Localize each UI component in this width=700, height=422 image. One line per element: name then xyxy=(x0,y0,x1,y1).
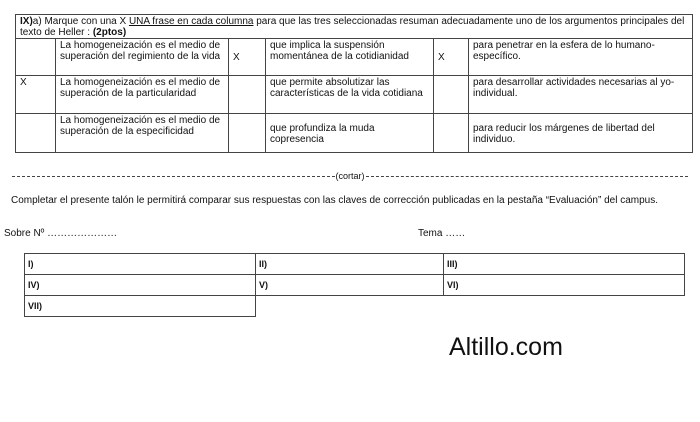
option-text: que permite absolutizar las características de la vida cotidiana xyxy=(266,76,434,114)
cut-dash-right xyxy=(366,176,689,177)
mark-cell[interactable] xyxy=(16,114,56,153)
mark-cell[interactable] xyxy=(16,39,56,76)
answer-cell-2[interactable]: II) xyxy=(256,254,444,275)
answer-row xyxy=(25,296,685,317)
option-text: para penetrar en la esfera de lo humano-específico. xyxy=(469,39,693,76)
answer-row xyxy=(25,275,685,296)
mark-cell[interactable] xyxy=(229,114,266,153)
option-text: que profundiza la muda copresencia xyxy=(266,114,434,153)
option-text: La homogeneización es el medio de superación de la especificidad xyxy=(56,114,229,153)
instructions-text: Completar el presente talón le permitirá comparar sus respuestas con las claves de corrección publicadas en la pestaña “Evaluación” del campus. xyxy=(11,195,658,206)
answer-cell-4[interactable]: IV) xyxy=(25,275,256,296)
cut-line xyxy=(12,170,688,182)
answer-cell-7[interactable]: VII) xyxy=(25,296,256,317)
mark-cell[interactable]: X xyxy=(229,39,266,76)
option-text: La homogeneización es el medio de superación del regimiento de la vida xyxy=(56,39,229,76)
tema-field: Tema …… xyxy=(418,228,466,239)
answer-cell-3[interactable]: III) xyxy=(444,254,685,275)
answer-row xyxy=(25,254,685,275)
answer-cell-6[interactable]: VI) xyxy=(444,275,685,296)
question-emphasis: UNA frase en cada columna xyxy=(128,16,254,27)
sobre-field: Sobre Nº ………………… xyxy=(4,228,118,239)
question-prompt: IX)a) Marque con una X UNA frase en cada columna para que las tres seleccionadas resuman adecuadamente uno de los argumentos principales del texto de Heller : (2ptos) xyxy=(16,15,693,39)
option-row xyxy=(16,76,693,114)
question-table xyxy=(15,14,693,153)
site-logo: Altillo.com xyxy=(449,333,563,361)
mark-cell[interactable] xyxy=(434,76,469,114)
option-row xyxy=(16,39,693,76)
mark-cell[interactable] xyxy=(229,76,266,114)
answer-empty xyxy=(256,296,444,317)
question-points: (2ptos) xyxy=(92,27,127,38)
mark-cell[interactable]: X xyxy=(434,39,469,76)
answer-cell-1[interactable]: I) xyxy=(25,254,256,275)
mark-cell[interactable]: X xyxy=(16,76,56,114)
option-text: La homogeneización es el medio de superación de la particularidad xyxy=(56,76,229,114)
cut-label: (cortar) xyxy=(335,171,365,181)
option-text: para reducir los márgenes de libertad del individuo. xyxy=(469,114,693,153)
answer-cell-5[interactable]: V) xyxy=(256,275,444,296)
mark-cell[interactable] xyxy=(434,114,469,153)
answer-empty xyxy=(444,296,685,317)
option-text: para desarrollar actividades necesarias al yo-individual. xyxy=(469,76,693,114)
question-number: IX) xyxy=(20,16,33,27)
option-row xyxy=(16,114,693,153)
question-header-row xyxy=(16,15,693,39)
answer-grid xyxy=(24,253,685,317)
cut-dash-left xyxy=(12,176,335,177)
option-text: que implica la suspensión momentánea de la cotidianidad xyxy=(266,39,434,76)
